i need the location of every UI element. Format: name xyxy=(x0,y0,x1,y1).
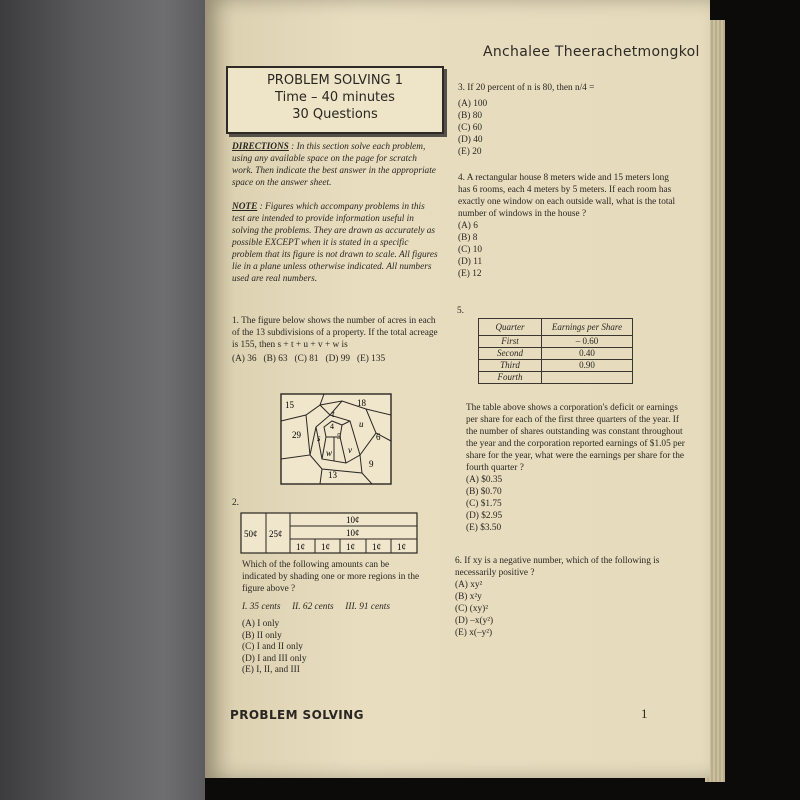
question-4 xyxy=(458,172,683,280)
region-label: v xyxy=(348,445,352,455)
title-box xyxy=(226,66,444,134)
facing-page xyxy=(0,0,205,800)
answer-option: (D) –x(y²) xyxy=(455,616,494,626)
question-2-number: 2. xyxy=(232,498,239,508)
answer-option: (E) $3.50 xyxy=(466,523,502,533)
answer-option: (A) xy² xyxy=(455,580,483,590)
table-cell: 0.40 xyxy=(542,348,633,360)
answer-option: (E) 12 xyxy=(458,269,482,279)
note-text: : Figures which accompany problems in this test are intended to provide information useful in solving the problems. They are drawn as accurately as possible EXCEPT when it is stated in a specific problem that its figure is not drawn to scale. All figures lie in a plane unless otherwise indicated. All numbers used are real numbers. xyxy=(232,202,438,284)
coin-label: 10¢ xyxy=(346,515,360,525)
region-label: 5 xyxy=(337,432,341,441)
header-author: Anchalee Theerachetmongkol xyxy=(483,44,700,60)
answer-option: (C) $1.75 xyxy=(466,499,502,509)
question-5-stem: The table above shows a corporation's deficit or earnings per share for each of the first three quarters of the year. If the number of shares outstanding was constant throughout the year and the corporation reported earnings of $1.05 per share for the year, what were the earnings per share for the fourth quarter ? xyxy=(466,403,685,473)
table-cell: – 0.60 xyxy=(542,336,633,348)
question-3 xyxy=(458,82,683,158)
answer-option: (D) 11 xyxy=(458,257,483,267)
question-2-roman: I. 35 cents II. 62 cents III. 91 cents xyxy=(242,602,390,612)
question-5 xyxy=(466,402,686,534)
title-line-3: 30 Questions xyxy=(292,107,378,122)
region-label: 13 xyxy=(328,470,337,480)
region-label: 9 xyxy=(369,459,374,469)
region-label: 29 xyxy=(292,430,301,440)
question-4-stem: 4. A rectangular house 8 meters wide and 15 meters long has 6 rooms, each 4 meters by 5 meters. If each room has exactly one window on each outside wall, what is the total number of windows in the house ? xyxy=(458,173,676,219)
coin-label: 1¢ xyxy=(346,542,355,552)
table-cell xyxy=(542,372,633,384)
table-cell: Second xyxy=(479,348,542,360)
table-header: Earnings per Share xyxy=(542,319,633,336)
property-subdivision-figure xyxy=(280,393,392,485)
answer-option: (C) (xy)² xyxy=(455,604,488,614)
answer-option: (E) I, II, and III xyxy=(242,665,300,676)
answer-option: (A) $0.35 xyxy=(466,475,503,485)
question-3-stem: 3. If 20 percent of n is 80, then n/4 = xyxy=(458,83,595,93)
directions xyxy=(232,141,438,285)
table-row xyxy=(479,336,633,348)
answer-option: (A) 100 xyxy=(458,99,488,109)
question-6-stem: 6. If xy is a negative number, which of the following is necessarily positive ? xyxy=(455,556,660,578)
table-header: Quarter xyxy=(479,319,542,336)
region-label: 4 xyxy=(330,422,334,431)
region-label: t xyxy=(332,409,335,419)
answer-option: (B) $0.70 xyxy=(466,487,502,497)
title-line-2: Time – 40 minutes xyxy=(275,90,395,105)
answer-option: (A) I only xyxy=(242,619,280,629)
region-label: u xyxy=(359,419,364,429)
footer-section-title: PROBLEM SOLVING xyxy=(230,708,364,722)
answer-option: (E) 20 xyxy=(458,147,482,157)
answer-option: (D) $2.95 xyxy=(466,511,503,521)
coin-label: 1¢ xyxy=(321,542,330,552)
coin-label: 1¢ xyxy=(372,542,381,552)
answer-option: (D) 40 xyxy=(458,135,483,145)
region-label: 18 xyxy=(357,398,366,408)
question-5-number: 5. xyxy=(457,306,464,316)
table-cell: Third xyxy=(479,360,542,372)
region-label: 6 xyxy=(376,432,381,442)
answer-option: (B) 8 xyxy=(458,233,478,243)
table-row xyxy=(479,348,633,360)
question-1-choices: (A) 36 (B) 63 (C) 81 (D) 99 (E) 135 xyxy=(232,354,386,364)
answer-option: (B) 80 xyxy=(458,111,483,121)
question-1 xyxy=(232,315,438,365)
earnings-table xyxy=(478,318,633,384)
coin-label: 50¢ xyxy=(244,529,258,539)
table-row xyxy=(479,360,633,372)
title-line-1: PROBLEM SOLVING 1 xyxy=(266,73,404,88)
question-2-stem: Which of the following amounts can be indicated by shading one or more regions in the figure above ? xyxy=(242,560,420,594)
region-label: s xyxy=(317,433,321,443)
page-number: 1 xyxy=(641,706,648,721)
answer-option: (C) 60 xyxy=(458,123,483,133)
answer-option: (B) II only xyxy=(242,630,282,641)
table-cell: 0.90 xyxy=(542,360,633,372)
coin-label: 25¢ xyxy=(269,529,283,539)
coin-regions-figure xyxy=(240,512,418,554)
answer-option: (B) x²y xyxy=(455,592,482,602)
question-6 xyxy=(455,555,675,639)
coin-label: 1¢ xyxy=(296,542,305,552)
answer-option: (A) 6 xyxy=(458,221,478,231)
coin-label: 1¢ xyxy=(397,542,406,552)
table-cell: First xyxy=(479,336,542,348)
note-label: NOTE xyxy=(232,202,258,212)
directions-text: : In this section solve each problem, using any available space on the page for scratch work. Then indicate the best answer in the appropriate space on the answer sheet. xyxy=(232,142,436,188)
table-row xyxy=(479,372,633,384)
region-label: w xyxy=(326,448,333,458)
question-1-stem: 1. The figure below shows the number of acres in each of the 13 subdivisions of a property. If the total acreage is 155, then s + t + u + v + w is xyxy=(232,316,438,350)
question-2 xyxy=(242,559,422,677)
answer-option: (C) I and II only xyxy=(242,642,303,653)
table-cell: Fourth xyxy=(479,372,542,384)
answer-option: (E) x(–y²) xyxy=(455,628,493,638)
answer-option: (C) 10 xyxy=(458,245,483,255)
directions-label: DIRECTIONS xyxy=(232,142,289,152)
answer-option: (D) I and III only xyxy=(242,653,307,664)
region-label: 15 xyxy=(285,400,294,410)
coin-label: 10¢ xyxy=(346,528,360,538)
